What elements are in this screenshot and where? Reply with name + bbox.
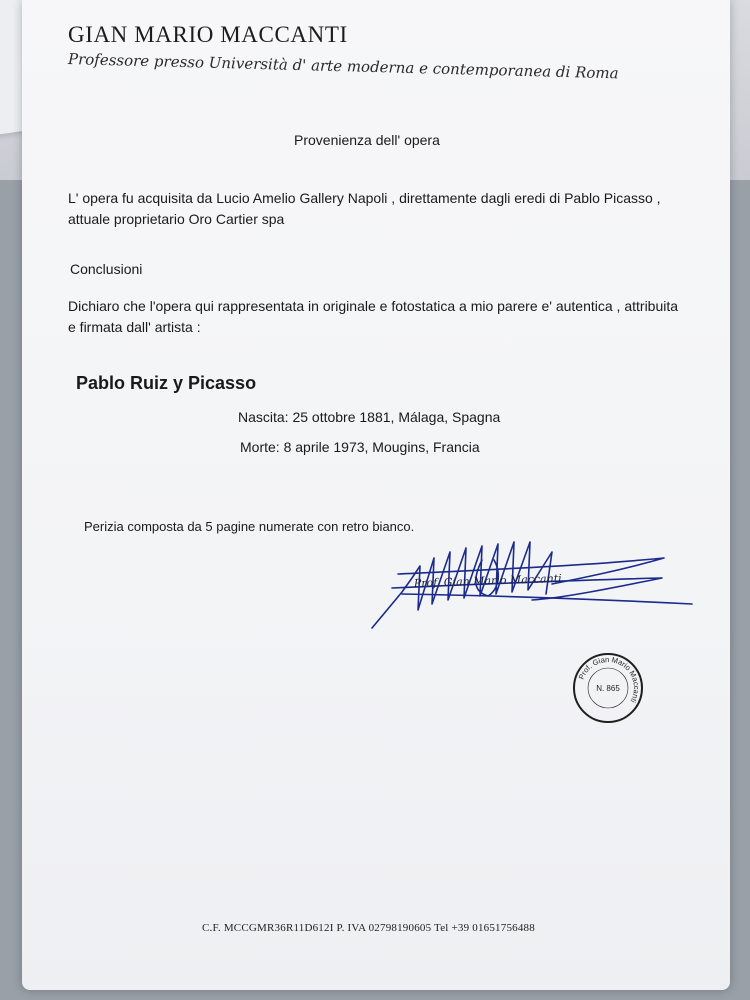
death-line: Morte: 8 aprile 1973, Mougins, Francia xyxy=(240,439,480,455)
stamp-number: N. 865 xyxy=(596,684,620,693)
official-stamp xyxy=(571,651,645,725)
letterhead-name: GIAN MARIO MACCANTI xyxy=(68,22,348,47)
section-title: Provenienza dell' opera xyxy=(294,132,440,148)
conclusions-paragraph: Dichiaro che l'opera qui rappresentata in originale e fotostatica a mio parere e' autentica , attribuita e firmata dall' artista : xyxy=(68,298,679,335)
document-page xyxy=(22,0,730,990)
handwritten-signature xyxy=(362,530,702,640)
printed-signature-name: Prof. Gian Mario Maccanti xyxy=(413,571,562,590)
provenance-paragraph: L' opera fu acquisita da Lucio Amelio Gallery Napoli , direttamente dagli eredi di Pablo Picasso , attuale proprietario Oro Cartier spa xyxy=(68,190,661,227)
birth-line: Nascita: 25 ottobre 1881, Málaga, Spagna xyxy=(238,409,501,425)
conclusions-heading: Conclusioni xyxy=(70,261,143,277)
report-note: Perizia composta da 5 pagine numerate con retro bianco. xyxy=(84,519,415,534)
letterhead-subtitle: Professore presso Università d' arte moderna e contemporanea di Roma xyxy=(67,50,619,83)
artist-name: Pablo Ruiz y Picasso xyxy=(76,373,257,393)
stamp-ring-text: Prof. Gian Mario Maccanti xyxy=(576,654,642,705)
footer-contact-line: C.F. MCCGMR36R11D612I P. IVA 02798190605 Tel +39 01651756488 xyxy=(202,922,535,934)
